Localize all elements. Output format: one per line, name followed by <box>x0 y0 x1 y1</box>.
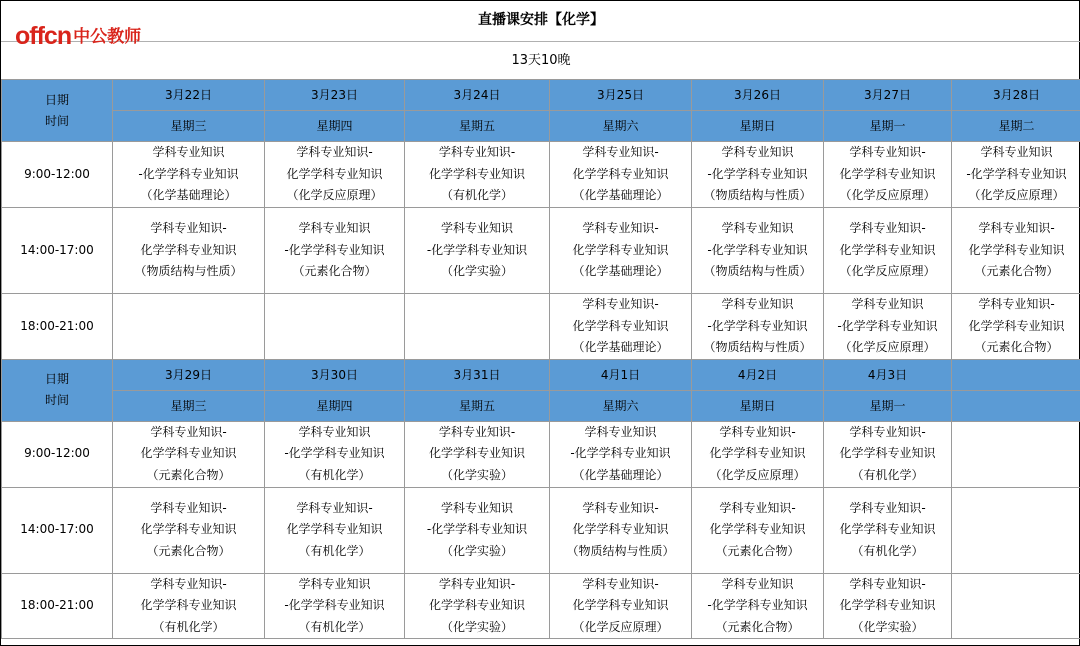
course-cell <box>952 487 1080 573</box>
course-line: -化学学科专业知识 <box>138 166 239 181</box>
date-cell: 3月28日 <box>952 80 1080 111</box>
course-line: -化学学科专业知识 <box>707 598 808 612</box>
course-line: 学科专业知识- <box>438 576 516 591</box>
course-line: 化学学科专业知识 <box>572 522 669 537</box>
weekday-cell: 星期三 <box>113 111 265 142</box>
course-cell <box>405 142 550 208</box>
course-line: 学科专业知识- <box>849 145 926 160</box>
course-line: 学科专业知识- <box>849 424 926 439</box>
course-line: 学科专业知识- <box>849 576 926 591</box>
course-line: （物质结构与性质） <box>703 340 812 354</box>
course-line: 化学学科专业知识 <box>428 166 525 181</box>
course-line: 化学学科专业知识 <box>839 166 936 181</box>
course-cell <box>952 208 1080 294</box>
course-line: 化学学科专业知识 <box>709 446 806 461</box>
course-line: 学科专业知识 <box>851 297 924 311</box>
course-line: 化学学科专业知识 <box>140 598 237 612</box>
course-line: -化学学科专业知识 <box>426 522 528 537</box>
time-slot-label: 18:00-21:00 <box>2 573 113 639</box>
corner-time-label: 时间 <box>44 393 69 407</box>
course-line: -化学学科专业知识 <box>966 166 1067 181</box>
course-line: 化学学科专业知识 <box>709 522 806 537</box>
date-cell: 3月24日 <box>405 80 550 111</box>
course-cell <box>405 294 550 360</box>
date-cell: 3月31日 <box>405 359 550 390</box>
weekday-cell: 星期一 <box>824 390 952 421</box>
date-time-corner <box>2 80 113 142</box>
course-cell <box>692 142 824 208</box>
course-line: （化学实验） <box>440 543 513 558</box>
course-line: （化学反应原理） <box>968 188 1065 203</box>
course-line: （元素化合物） <box>715 619 800 634</box>
course-line: -化学学科专业知识 <box>570 446 671 461</box>
date-cell: 4月3日 <box>824 359 952 390</box>
time-slot-label: 14:00-17:00 <box>2 487 113 573</box>
course-cell <box>405 421 550 487</box>
course-line: 学科专业知识 <box>298 221 371 236</box>
course-line: -化学学科专业知识 <box>707 166 808 181</box>
course-cell <box>550 573 692 639</box>
course-line: 学科专业知识- <box>849 221 926 236</box>
time-slot-label: 9:00-12:00 <box>2 421 113 487</box>
course-line: 化学学科专业知识 <box>140 446 237 461</box>
course-cell <box>952 142 1080 208</box>
course-line: 学科专业知识- <box>582 576 659 591</box>
course-cell <box>824 142 952 208</box>
course-cell <box>265 294 405 360</box>
course-cell <box>692 208 824 294</box>
logo-wordmark: offcn <box>15 22 72 50</box>
course-line: 学科专业知识 <box>721 221 794 236</box>
course-line: （化学反应原理） <box>839 264 936 279</box>
course-line: （化学基础理论） <box>572 188 669 203</box>
course-line: 学科专业知识- <box>849 500 926 515</box>
course-line: 化学学科专业知识 <box>968 242 1065 257</box>
course-line: （化学反应原理） <box>839 188 936 203</box>
course-line: （物质结构与性质） <box>703 264 812 279</box>
course-line: 学科专业知识- <box>150 576 227 591</box>
course-line: 学科专业知识- <box>582 221 659 236</box>
course-line: -化学学科专业知识 <box>284 598 385 612</box>
weekday-cell: 星期四 <box>265 390 405 421</box>
course-line: （化学反应原理） <box>572 619 669 634</box>
table-row <box>2 487 1080 573</box>
course-line: （化学反应原理） <box>286 188 383 203</box>
course-line: -化学学科专业知识 <box>426 242 528 257</box>
course-line: 学科专业知识- <box>719 424 796 439</box>
course-line: 学科专业知识 <box>298 576 371 591</box>
course-line: 化学学科专业知识 <box>140 242 237 257</box>
course-cell <box>824 487 952 573</box>
course-line: 化学学科专业知识 <box>839 446 936 461</box>
page-subtitle: 13天10晚 <box>1 41 1080 79</box>
course-line: （元素化合物） <box>974 340 1059 354</box>
course-line: 学科专业知识- <box>296 145 373 160</box>
corner-date-label: 日期 <box>44 92 69 107</box>
course-line: 化学学科专业知识 <box>428 598 525 612</box>
course-line: 学科专业知识- <box>150 221 227 236</box>
course-cell <box>692 487 824 573</box>
date-cell <box>952 359 1080 390</box>
course-cell <box>550 487 692 573</box>
course-line: 化学学科专业知识 <box>968 318 1065 333</box>
course-line: -化学学科专业知识 <box>707 318 808 333</box>
course-cell <box>550 294 692 360</box>
course-cell <box>265 208 405 294</box>
date-cell: 4月2日 <box>692 359 824 390</box>
course-line: （元素化合物） <box>146 543 231 558</box>
course-cell <box>113 294 265 360</box>
date-header-row <box>2 80 1080 111</box>
date-cell: 3月23日 <box>265 80 405 111</box>
course-line: 学科专业知识- <box>719 500 796 515</box>
course-cell <box>405 487 550 573</box>
course-line: （化学实验） <box>851 619 924 634</box>
weekday-cell: 星期一 <box>824 111 952 142</box>
corner-date-label: 日期 <box>44 372 69 386</box>
date-time-corner <box>2 359 113 421</box>
course-line: 化学学科专业知识 <box>428 446 525 461</box>
course-line: 化学学科专业知识 <box>839 598 936 612</box>
course-line: 学科专业知识- <box>978 221 1055 236</box>
course-cell <box>265 421 405 487</box>
time-slot-label: 14:00-17:00 <box>2 208 113 294</box>
weekday-header-row <box>2 111 1080 142</box>
table-row <box>2 208 1080 294</box>
course-line: 学科专业知识 <box>440 500 513 515</box>
weekday-cell: 星期日 <box>692 390 824 421</box>
course-cell <box>265 142 405 208</box>
course-cell <box>265 573 405 639</box>
course-line: （化学基础理论） <box>140 188 237 203</box>
date-cell: 3月29日 <box>113 359 265 390</box>
course-line: 学科专业知识 <box>440 221 513 236</box>
course-line: -化学学科专业知识 <box>837 318 938 333</box>
course-line: （元素化合物） <box>974 264 1059 279</box>
date-cell: 3月22日 <box>113 80 265 111</box>
course-line: -化学学科专业知识 <box>284 242 385 257</box>
date-cell: 3月27日 <box>824 80 952 111</box>
course-line: 化学学科专业知识 <box>839 522 936 537</box>
course-line: 化学学科专业知识 <box>286 522 383 537</box>
course-line: （化学反应原理） <box>839 340 936 354</box>
course-line: （有机化学） <box>298 543 371 558</box>
course-cell <box>692 573 824 639</box>
course-line: （有机化学） <box>851 467 924 482</box>
course-line: （化学实验） <box>440 619 513 634</box>
weekday-cell: 星期五 <box>405 390 550 421</box>
course-line: 学科专业知识- <box>438 424 516 439</box>
course-cell <box>824 421 952 487</box>
course-line: （有机化学） <box>851 543 924 558</box>
course-line: （有机化学） <box>440 188 513 203</box>
date-cell: 3月30日 <box>265 359 405 390</box>
course-line: 学科专业知识 <box>721 297 794 311</box>
weekday-cell: 星期六 <box>550 111 692 142</box>
course-cell <box>265 487 405 573</box>
course-line: 学科专业知识 <box>298 424 371 439</box>
course-line: （化学基础理论） <box>572 264 669 279</box>
date-cell: 3月25日 <box>550 80 692 111</box>
weekday-cell: 星期日 <box>692 111 824 142</box>
table-row <box>2 573 1080 639</box>
course-line: 学科专业知识- <box>978 297 1055 311</box>
weekday-cell <box>952 390 1080 421</box>
weekday-header-row <box>2 390 1080 421</box>
date-cell: 4月1日 <box>550 359 692 390</box>
weekday-cell: 星期五 <box>405 111 550 142</box>
course-line: （化学基础理论） <box>572 340 669 354</box>
weekday-cell: 星期四 <box>265 111 405 142</box>
course-line: 化学学科专业知识 <box>572 598 669 612</box>
offcn-logo <box>15 19 141 49</box>
course-line: -化学学科专业知识 <box>284 446 385 461</box>
weekday-cell: 星期二 <box>952 111 1080 142</box>
course-line: 化学学科专业知识 <box>286 166 383 181</box>
course-line: 学科专业知识- <box>438 145 516 160</box>
course-line: -化学学科专业知识 <box>707 242 808 257</box>
course-cell <box>550 208 692 294</box>
course-cell <box>824 573 952 639</box>
course-cell <box>550 421 692 487</box>
course-cell <box>550 142 692 208</box>
course-cell <box>952 294 1080 360</box>
course-line: 学科专业知识- <box>582 145 659 160</box>
course-cell <box>692 294 824 360</box>
table-row <box>2 294 1080 360</box>
course-line: （化学实验） <box>440 264 513 279</box>
course-cell <box>824 208 952 294</box>
date-header-row <box>2 359 1080 390</box>
course-line: （化学反应原理） <box>709 467 806 482</box>
course-line: （元素化合物） <box>292 264 377 279</box>
course-cell <box>113 208 265 294</box>
course-line: 化学学科专业知识 <box>572 242 669 257</box>
course-cell <box>405 208 550 294</box>
table-row <box>2 421 1080 487</box>
course-line: 学科专业知识 <box>152 145 225 160</box>
course-line: 学科专业知识 <box>721 576 794 591</box>
course-line: 学科专业知识- <box>582 297 659 311</box>
course-line: 化学学科专业知识 <box>572 166 669 181</box>
course-cell <box>952 421 1080 487</box>
course-cell <box>405 573 550 639</box>
course-line: （元素化合物） <box>715 543 800 558</box>
course-line: （物质结构与性质） <box>566 543 675 558</box>
course-line: 学科专业知识 <box>721 145 794 160</box>
time-slot-label: 18:00-21:00 <box>2 294 113 360</box>
table-row <box>2 142 1080 208</box>
logo-chinese-name: 中公教师 <box>73 27 142 47</box>
course-cell <box>952 573 1080 639</box>
course-line: 学科专业知识- <box>150 424 227 439</box>
course-line: （元素化合物） <box>146 467 231 482</box>
page-title: 直播课安排【化学】 <box>478 12 604 28</box>
course-line: 化学学科专业知识 <box>572 318 669 333</box>
course-cell <box>113 142 265 208</box>
course-cell <box>113 573 265 639</box>
weekday-cell: 星期六 <box>550 390 692 421</box>
course-cell <box>824 294 952 360</box>
course-line: 化学学科专业知识 <box>140 522 237 537</box>
course-cell <box>113 421 265 487</box>
course-line: （有机化学） <box>298 619 371 634</box>
course-line: （物质结构与性质） <box>134 264 243 279</box>
course-line: （有机化学） <box>152 619 225 634</box>
weekday-cell: 星期三 <box>113 390 265 421</box>
course-cell <box>113 487 265 573</box>
schedule-table <box>1 79 1080 639</box>
course-cell <box>692 421 824 487</box>
course-line: 学科专业知识 <box>980 145 1053 160</box>
time-slot-label: 9:00-12:00 <box>2 142 113 208</box>
course-line: （化学基础理论） <box>572 467 669 482</box>
course-line: 学科专业知识- <box>150 500 227 515</box>
course-line: 学科专业知识- <box>582 500 659 515</box>
date-cell: 3月26日 <box>692 80 824 111</box>
course-line: （化学实验） <box>440 467 513 482</box>
course-line: 学科专业知识 <box>584 424 657 439</box>
corner-time-label: 时间 <box>44 113 69 128</box>
course-line: （有机化学） <box>298 467 371 482</box>
course-line: （物质结构与性质） <box>703 188 812 203</box>
course-line: 化学学科专业知识 <box>839 242 936 257</box>
course-line: 学科专业知识- <box>296 500 373 515</box>
